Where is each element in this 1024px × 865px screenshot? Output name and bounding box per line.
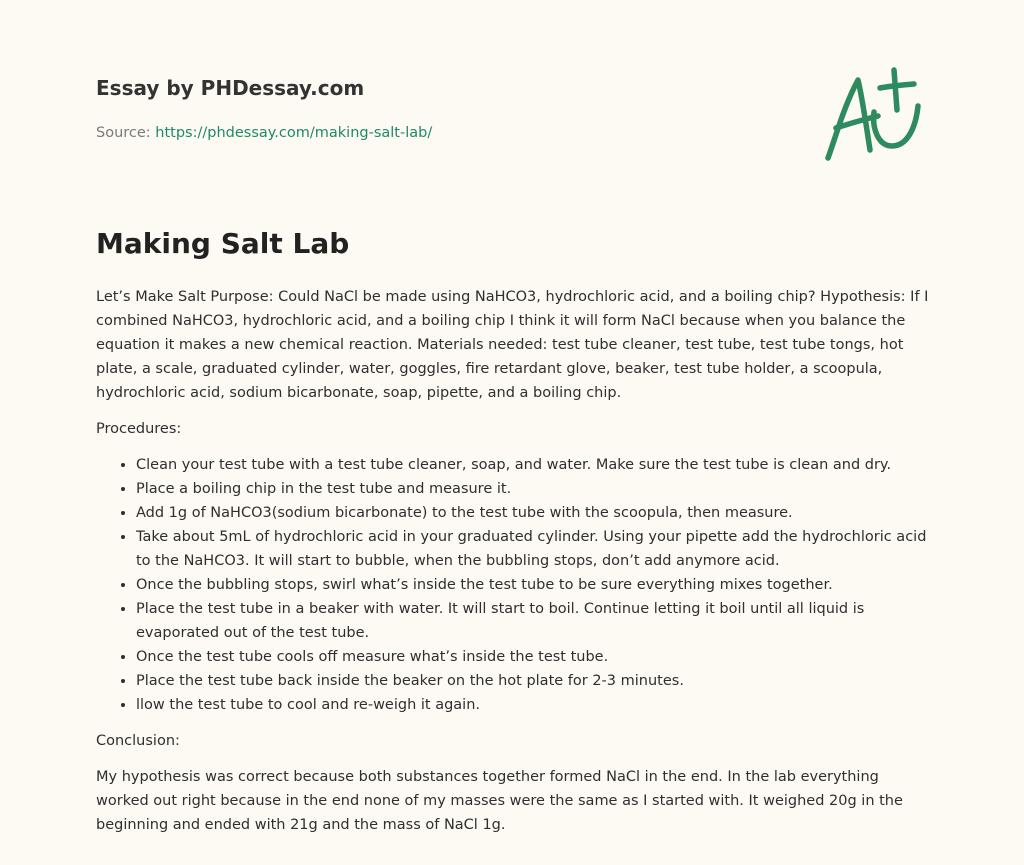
source-link[interactable]: https://phdessay.com/making-salt-lab/: [155, 125, 433, 141]
list-item: • Take about 5mL of hydrochloric acid in your graduated cylinder. Using your pipette add the hydrochloric acid to the NaHCO3. It will start to bubble, when the bubbling stops, don’t add anymore acid.: [136, 525, 936, 573]
conclusion-heading: Conclusion:: [96, 733, 180, 749]
source-label: Source:: [96, 125, 156, 141]
source-line: [96, 125, 432, 141]
site-brand: Essay by PHDessay.com: [96, 76, 365, 100]
conclusion-paragraph: My hypothesis was correct because both substances together formed NaCl in the end. In the lab everything worked out right because in the end none of my masses were the same as I started with. It weighed 20g in the beginning and ended with 21g and the mass of NaCl 1g.: [96, 769, 903, 833]
procedures-heading: Procedures:: [96, 421, 182, 437]
list-item: • Clean your test tube with a test tube cleaner, soap, and water. Make sure the test tube is clean and dry.: [136, 453, 936, 477]
a-plus-logo-icon: [818, 66, 930, 166]
essay-body: [96, 285, 936, 849]
list-item: • Add 1g of NaHCO3(sodium bicarbonate) to the test tube with the scoopula, then measure.: [136, 501, 936, 525]
list-item: • Place the test tube in a beaker with water. It will start to boil. Continue letting it boil until all liquid is evaporated out of the test tube.: [136, 597, 936, 645]
list-item: • llow the test tube to cool and re-weigh it again.: [136, 693, 936, 717]
list-item: • Place a boiling chip in the test tube and measure it.: [136, 477, 936, 501]
list-item: • Once the bubbling stops, swirl what’s inside the test tube to be sure everything mixes together.: [136, 573, 936, 597]
intro-paragraph: Let’s Make Salt Purpose: Could NaCl be made using NaHCO3, hydrochloric acid, and a boiling chip? Hypothesis: If I combined NaHCO3, hydrochloric acid, and a boiling chip I think it will form NaCl because when you balance the equation it makes a new chemical reaction. Materials needed: test tube cleaner, test tube, test tube tongs, hot plate, a scale, graduated cylinder, water, goggles, fire retardant glove, beaker, test tube holder, a scoopula, hydrochloric acid, sodium bicarbonate, soap, pipette, and a boiling chip.: [96, 289, 929, 401]
list-item: • Once the test tube cools off measure what’s inside the test tube.: [136, 645, 936, 669]
essay-title: Making Salt Lab: [96, 227, 350, 260]
list-item: • Place the test tube back inside the beaker on the hot plate for 2-3 minutes.: [136, 669, 936, 693]
procedures-list: [96, 453, 936, 717]
